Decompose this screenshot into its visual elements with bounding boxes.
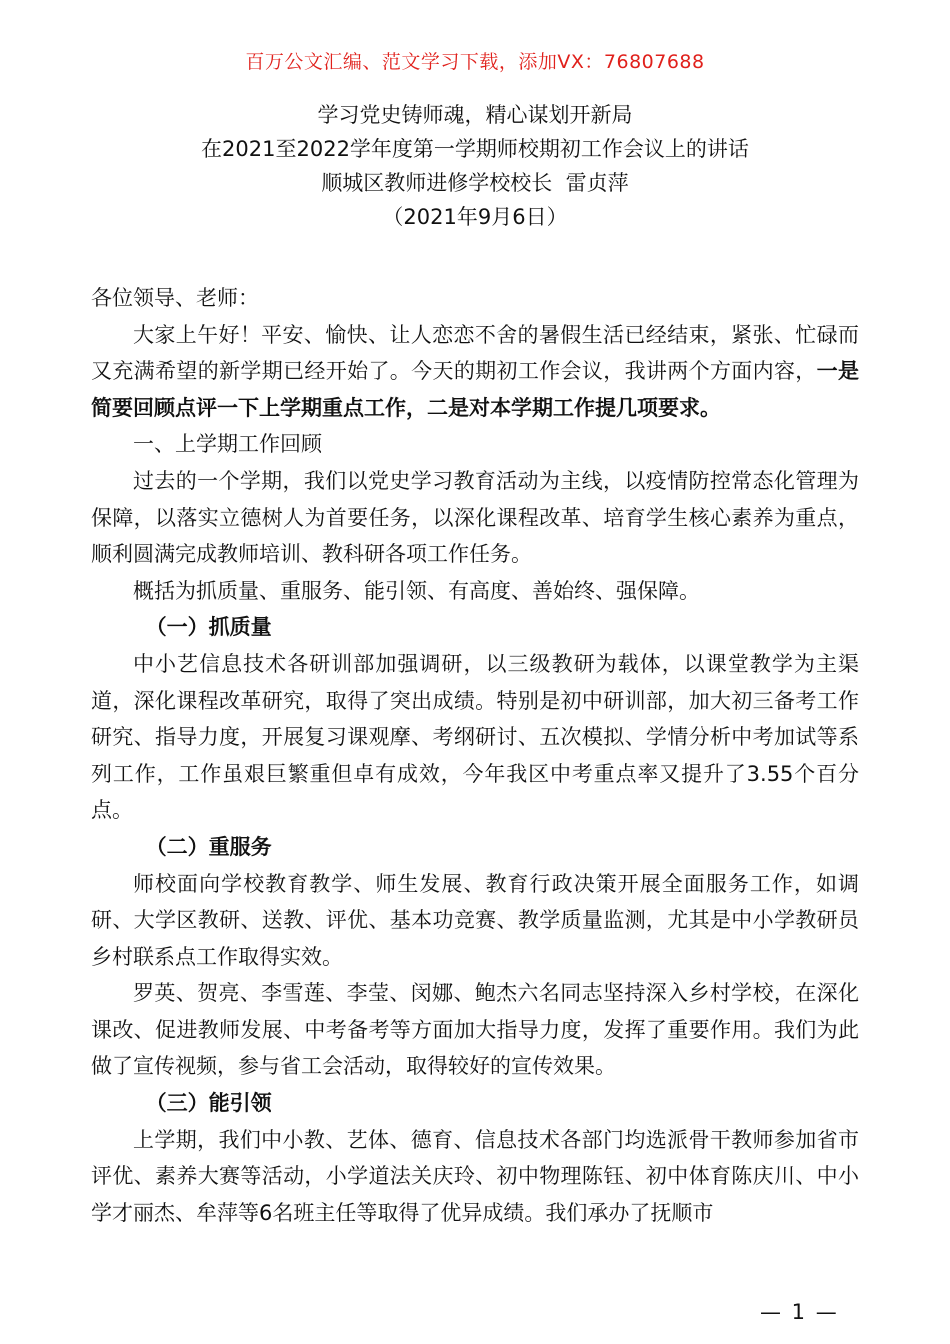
paragraph-rural-contact: 罗英、贺亮、李雪莲、李莹、闵娜、鲍杰六名同志坚持深入乡村学校，在深化课改、促进教师发展、中考备考等方面加大指导力度，发挥了重要作用。我们为此做了宣传视频，参与省工会活动，取得较好的宣传效果。 [91, 981, 859, 1079]
document-subtitle: 在2021至2022学年度第一学期师校期初工作会议上的讲话 [201, 137, 749, 161]
paragraph-overview: 概括为抓质量、重服务、能引领、有高度、善始终、强保障。 [133, 578, 700, 603]
subheading-leadership: （三）能引领 [145, 1091, 272, 1116]
paragraph-quality: 中小艺信息技术各研训部加强调研，以三级教研为载体，以课堂教学为主渠道，深化课程改革研究，取得了突出成绩。特别是初中研训部，加大初三备考工作研究、指导力度，开展复习课观摩、考纲研讨、五次模拟、学情分析中考加试等系列工作，工作虽艰巨繁重但卓有成效，今年我区中考重点率又提升了3.55个百分点。 [91, 651, 859, 823]
speech-date: （2021年9月6日） [382, 205, 568, 229]
subheading-quality: （一）抓质量 [145, 615, 272, 640]
salutation: 各位领导、老师： [91, 286, 259, 310]
section-heading-review: 一、上学期工作回顾 [133, 432, 322, 457]
subheading-service: （二）重服务 [145, 834, 272, 859]
page-number: — 1 — [760, 1300, 839, 1324]
watermark-banner: 百万公文汇编、范文学习下载，添加VX：76807688 [245, 51, 705, 73]
document-header [0, 98, 950, 234]
opening-key-points: 一是简要回顾点评一下上学期重点工作，二是对本学期工作提几项要求。 [91, 359, 859, 420]
paragraph-opening [91, 317, 859, 427]
paragraph-summary: 过去的一个学期，我们以党史学习教育活动为主线，以疫情防控常态化管理为保障，以落实立德树人为首要任务，以深化课程改革、培育学生核心素养为重点，顺利圆满完成教师培训、教科研各项工作任务。 [91, 468, 859, 567]
speech-body [91, 280, 859, 1231]
paragraph-service: 师校面向学校教育教学、师生发展、教育行政决策开展全面服务工作，如调研、大学区教研、送教、评优、基本功竞赛、教学质量监测，尤其是中小学教研员乡村联系点工作取得实效。 [91, 871, 859, 969]
paragraph-leadership: 上学期，我们中小教、艺体、德育、信息技术各部门均选派骨干教师参加省市评优、素养大赛等活动，小学道法关庆玲、初中物理陈钰、初中体育陈庆川、中小学才丽杰、牟萍等6名班主任等取得了优异成绩。我们承办了抚顺市 [91, 1127, 859, 1225]
speaker-line: 顺城区教师进修学校校长 雷贞萍 [321, 171, 629, 195]
opening-text: 大家上午好！平安、愉快、让人恋恋不舍的暑假生活已经结束，紧张、忙碌而又充满希望的新学期已经开始了。今天的期初工作会议，我讲两个方面内容， [91, 322, 859, 384]
document-title: 学习党史铸师魂，精心谋划开新局 [317, 103, 633, 127]
